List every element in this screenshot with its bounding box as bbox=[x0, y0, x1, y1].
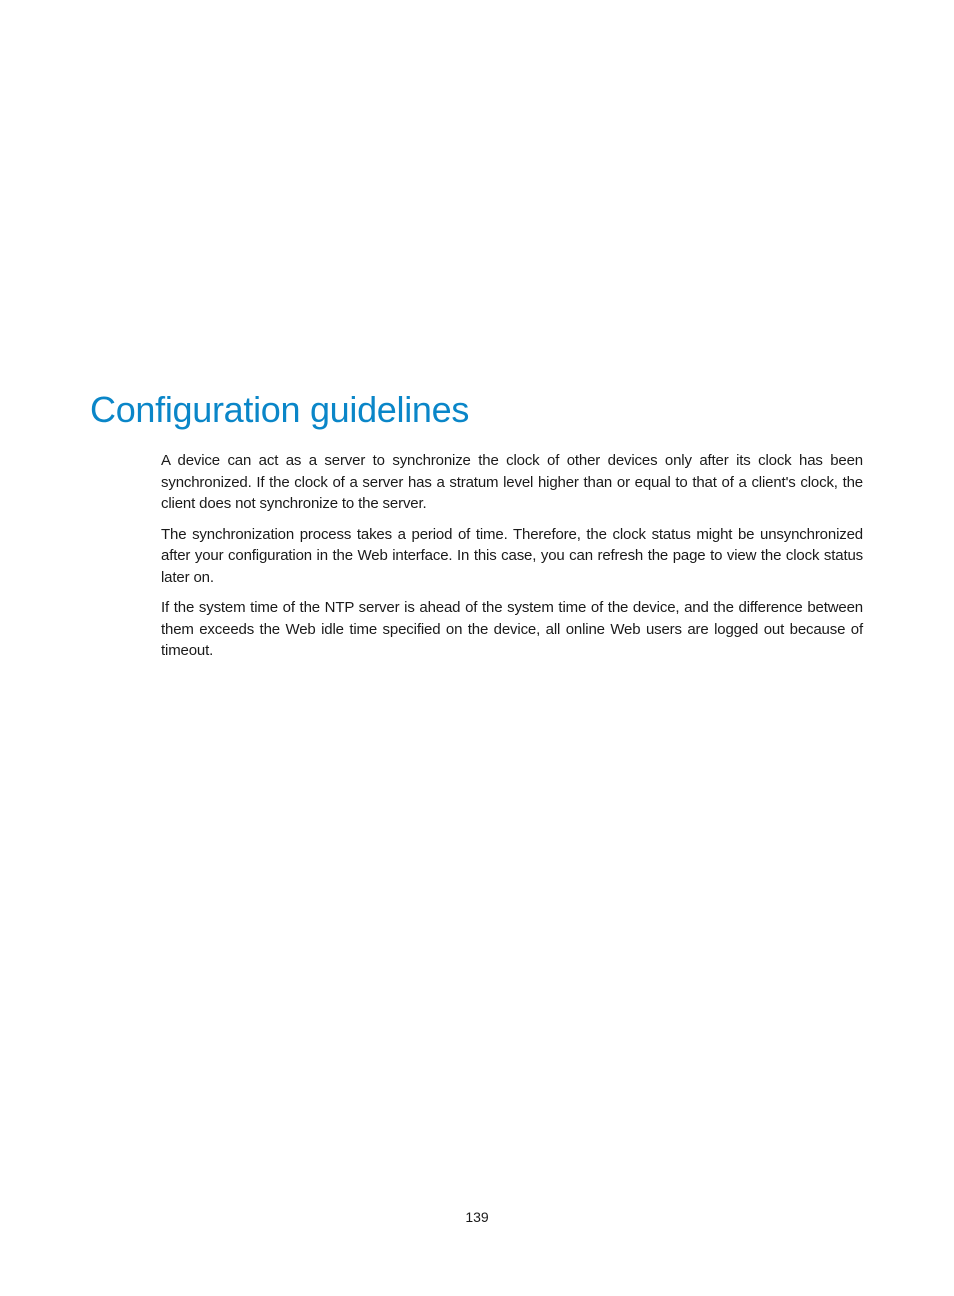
paragraph-sync-process: The synchronization process takes a period of time. Therefore, the clock status might be unsynchronized after your configuration in the Web interface. In this case, you can refresh the page to view the clock status later on. bbox=[161, 525, 863, 586]
section-title: Configuration guidelines bbox=[90, 389, 470, 430]
paragraph-web-timeout: If the system time of the NTP server is ahead of the system time of the device, and the difference between them exceeds the Web idle time specified on the device, all online Web users are logged out because of timeout. bbox=[161, 599, 863, 659]
page-number: 139 bbox=[465, 1209, 489, 1225]
section-body bbox=[161, 450, 863, 671]
paragraph-server-sync: A device can act as a server to synchronize the clock of other devices only after its clock has been synchronized. If the clock of a server has a stratum level higher than or equal to that of a client's clock, the client does not synchronize to the server. bbox=[161, 452, 863, 512]
